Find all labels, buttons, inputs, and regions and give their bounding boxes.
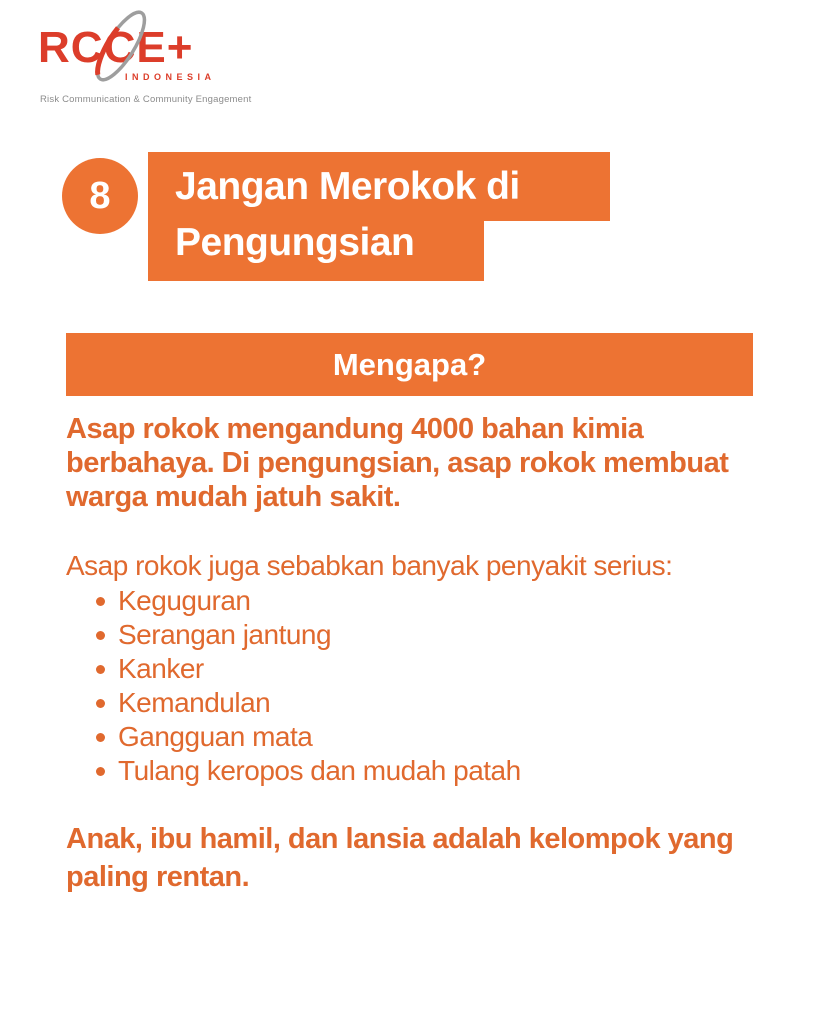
- title-line-2: Pengungsian: [148, 221, 484, 281]
- logo-country-label: INDONESIA: [125, 72, 216, 82]
- bullet-icon: [96, 665, 105, 674]
- list-intro-paragraph: Asap rokok juga sebabkan banyak penyakit serius:: [66, 550, 673, 581]
- list-item-label: Gangguan mata: [118, 721, 313, 752]
- logo-stylized-c: C: [104, 24, 137, 72]
- logo-brand-text: [38, 24, 228, 72]
- logo-tagline: Risk Communication & Community Engagement: [40, 94, 252, 105]
- list-item: [66, 652, 521, 686]
- bullet-icon: [96, 597, 105, 606]
- section-number-badge: [62, 158, 138, 234]
- outro-paragraph: Anak, ibu hamil, dan lansia adalah kelompok yang paling rentan.: [66, 823, 734, 893]
- section-number: 8: [89, 174, 111, 217]
- logo-brand-right: E+: [136, 23, 194, 72]
- title-line-1: Jangan Merokok di: [148, 152, 610, 221]
- list-item-label: Serangan jantung: [118, 619, 332, 650]
- list-item-label: Kanker: [118, 653, 204, 684]
- why-banner-label: Mengapa?: [332, 346, 487, 382]
- list-item-label: Keguguran: [118, 585, 251, 616]
- intro-paragraph: Asap rokok mengandung 4000 bahan kimia berbahaya. Di pengungsian, asap rokok membuat warga mudah jatuh sakit.: [66, 413, 729, 513]
- list-item: [66, 686, 521, 720]
- bullet-icon: [96, 631, 105, 640]
- rcce-logo: [38, 23, 252, 105]
- list-item-label: Kemandulan: [118, 687, 271, 718]
- list-item: [66, 584, 521, 618]
- title-block: [148, 152, 610, 281]
- list-item: [66, 754, 521, 788]
- list-item-label: Tulang keropos dan mudah patah: [118, 755, 521, 786]
- list-item: [66, 618, 521, 652]
- why-banner: [66, 333, 753, 396]
- disease-list: [66, 584, 521, 788]
- bullet-icon: [96, 699, 105, 708]
- logo-brand-left: RC: [38, 23, 104, 72]
- list-item: [66, 720, 521, 754]
- bullet-icon: [96, 767, 105, 776]
- bullet-icon: [96, 733, 105, 742]
